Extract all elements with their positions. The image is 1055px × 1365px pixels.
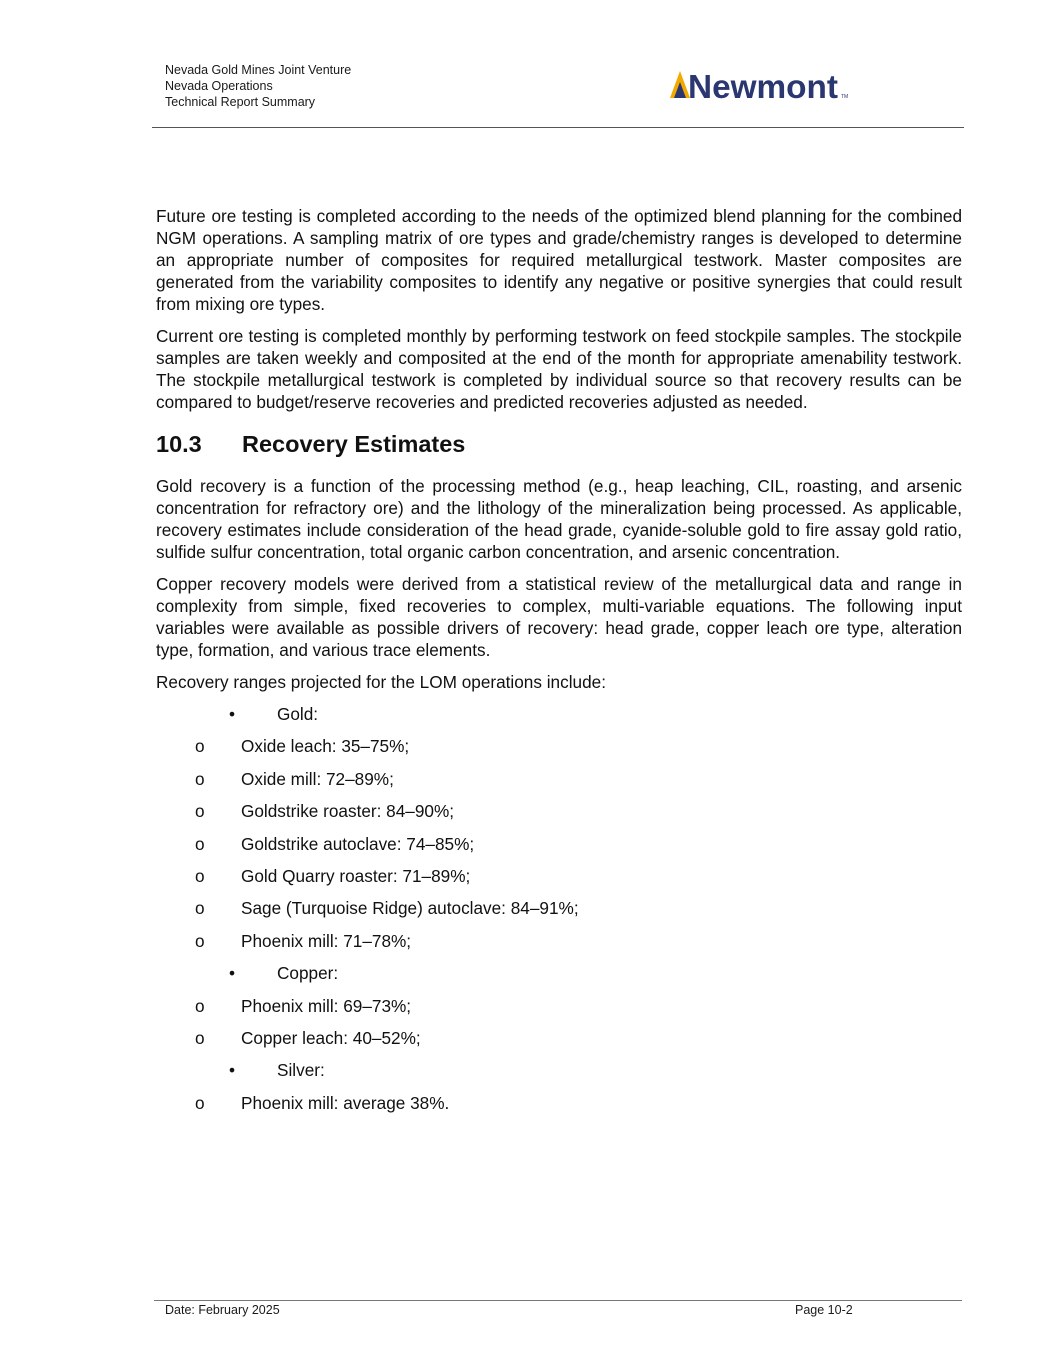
sub-bullet-marker: o <box>195 768 205 789</box>
list-item <box>156 995 962 1027</box>
bullet-marker: • <box>229 704 236 724</box>
sub-bullet-marker: o <box>195 1092 205 1113</box>
sub-bullet-marker: o <box>195 898 205 919</box>
sub-item-text: Copper leach: 40–52%; <box>241 1027 421 1048</box>
bullet-label: Copper: <box>277 963 339 984</box>
bullet-marker: • <box>229 963 236 984</box>
sub-item-text: Phoenix mill: average 38%. <box>241 1092 450 1113</box>
footer-page-number: Page 10-2 <box>795 1303 853 1317</box>
sub-item-text: Goldstrike autoclave: 74–85%; <box>241 833 475 854</box>
sub-bullet-marker: o <box>195 801 205 822</box>
sub-item-text: Gold Quarry roaster: 71–89%; <box>241 865 471 886</box>
sub-item-text: Goldstrike roaster: 84–90%; <box>241 801 455 822</box>
list-item <box>156 930 962 962</box>
recovery-ranges-list <box>156 703 962 1124</box>
list-item <box>156 833 962 865</box>
sub-item-text: Sage (Turquoise Ridge) autoclave: 84–91%; <box>241 898 579 919</box>
sub-bullet-marker: o <box>195 930 205 951</box>
list-item-copper <box>156 962 962 994</box>
list-item-silver <box>156 1059 962 1091</box>
page-body <box>156 205 962 1124</box>
sub-bullet-marker: o <box>195 865 205 886</box>
bullet-marker: • <box>229 1060 236 1081</box>
sub-bullet-marker: o <box>195 995 205 1016</box>
sub-item-text: Oxide mill: 72–89%; <box>241 768 394 789</box>
header-divider <box>152 127 964 128</box>
sub-item-text: Phoenix mill: 71–78%; <box>241 930 412 951</box>
paragraph-gold-recovery: Gold recovery is a function of the processing method (e.g., heap leaching, CIL, roasting, and arsenic concentration for refractory ore) and the lithology of the mineralization being processed. As applicable, recovery estimates include consideration of the head grade, cyanide-soluble gold to fire assay gold ratio, sulfide sulfur concentration, total organic carbon concentration, and arsenic concentration. <box>156 476 962 562</box>
list-item <box>156 897 962 929</box>
list-item <box>156 768 962 800</box>
newmont-logo <box>670 68 855 104</box>
list-item-gold <box>156 703 962 735</box>
bullet-label: Gold: <box>277 704 319 724</box>
list-item <box>156 865 962 897</box>
sub-bullet-marker: o <box>195 736 205 757</box>
sub-bullet-marker: o <box>195 833 205 854</box>
header-report-type: Technical Report Summary <box>165 95 316 109</box>
logo-trademark: TM <box>841 94 849 100</box>
paragraph-current-ore-testing: Current ore testing is completed monthly by performing testwork on feed stockpile samples. The stockpile samples are taken weekly and composited at the end of the month for appropriate amenability testwork. The stockpile metallurgical testwork is completed by individual source so that recovery results can be compared to budget/reserve recoveries and predicted recoveries adjusted as needed. <box>156 326 962 412</box>
section-title: Recovery Estimates <box>242 431 466 457</box>
footer-divider <box>154 1300 962 1301</box>
list-item <box>156 735 962 767</box>
list-item <box>156 1092 962 1124</box>
paragraph-future-ore-testing: Future ore testing is completed according to the needs of the optimized blend planning for the combined NGM operations. A sampling matrix of ore types and grade/chemistry ranges is developed to determine an appropriate number of composites for required metallurgical testwork. Master composites are generated from the variability composites to identify any negative or positive synergies that could result from mixing ore types. <box>156 206 962 314</box>
section-heading <box>156 429 962 459</box>
bullet-label: Silver: <box>277 1060 325 1081</box>
footer-date: Date: February 2025 <box>165 1303 280 1317</box>
logo-wordmark: Newmont <box>688 68 839 104</box>
list-item <box>156 1027 962 1059</box>
sub-item-text: Phoenix mill: 69–73%; <box>241 995 412 1016</box>
header-info <box>165 62 351 110</box>
list-item <box>156 800 962 832</box>
header-company: Nevada Gold Mines Joint Venture <box>165 63 352 77</box>
section-number: 10.3 <box>156 431 202 457</box>
paragraph-copper-recovery: Copper recovery models were derived from a statistical review of the metallurgical data and range in complexity from simple, fixed recoveries to complex, multi-variable equations. The following input variables were available as possible drivers of recovery: head grade, copper leach ore type, alteration type, formation, and various trace elements. <box>156 574 962 660</box>
paragraph-recovery-ranges-intro: Recovery ranges projected for the LOM operations include: <box>156 672 606 692</box>
sub-item-text: Oxide leach: 35–75%; <box>241 736 410 757</box>
header-operations: Nevada Operations <box>165 79 273 93</box>
sub-bullet-marker: o <box>195 1027 205 1048</box>
